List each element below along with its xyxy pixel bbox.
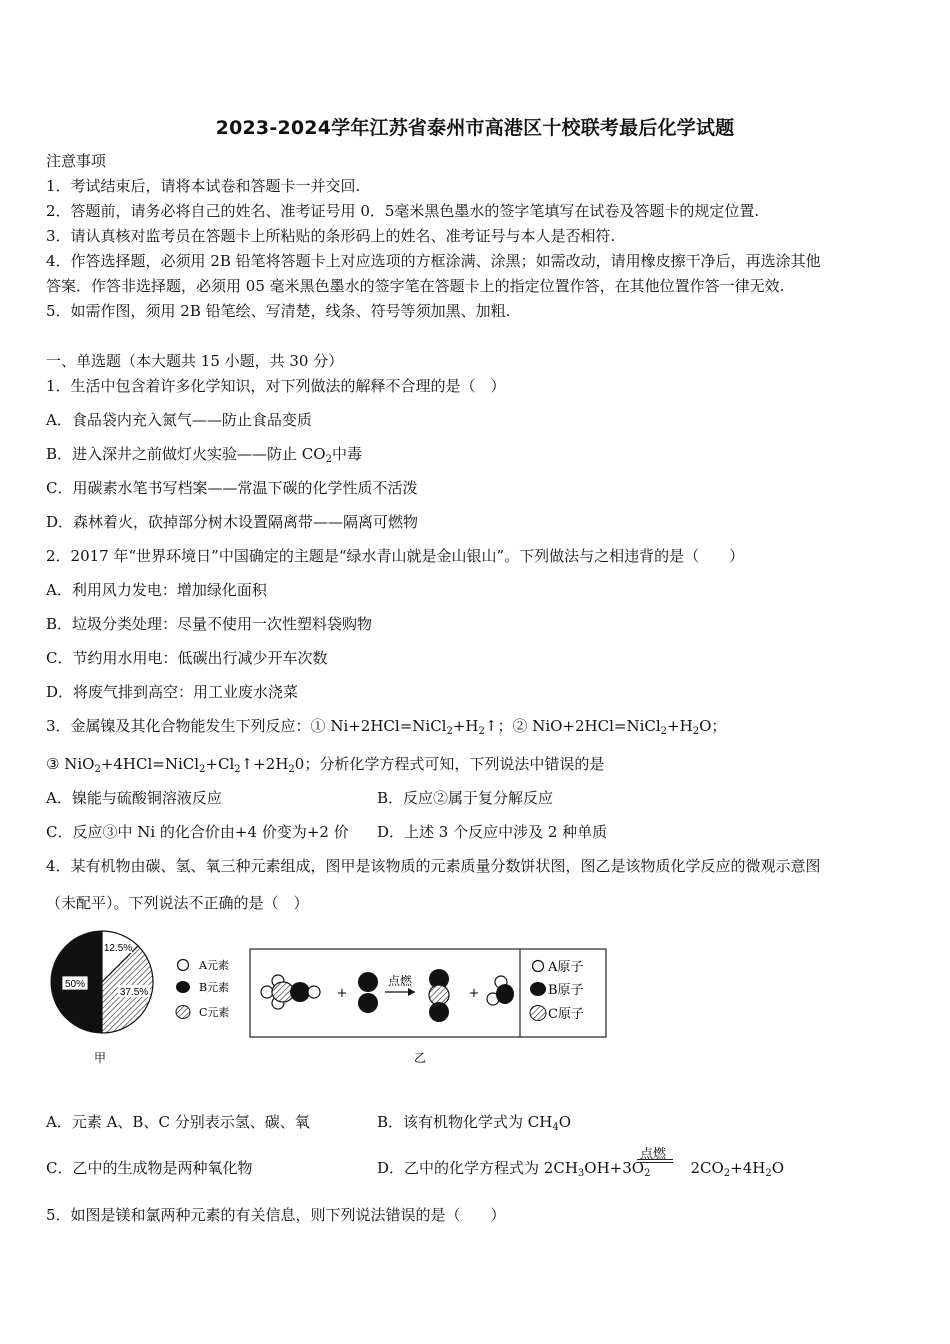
q4-option-c: C．乙中的生成物是两种氧化物 — [46, 1159, 253, 1177]
figure-caption-yi: 乙 — [413, 1051, 427, 1065]
q2-option-a: A．利用风力发电：增加绿化面积 — [46, 581, 267, 599]
q5-stem: 5．如图是镁和氯两种元素的有关信息，则下列说法错误的是（ ） — [46, 1206, 506, 1224]
equation-bar-bottom — [637, 1162, 673, 1163]
q1-option-b: B．进入深井之前做灯火实验——防止 $CO_2$中毒 — [46, 445, 362, 465]
legend-a-atom: A原子 — [548, 960, 584, 975]
pie-chart — [51, 931, 153, 1033]
equation-bar-top — [637, 1159, 673, 1160]
legend-b-atom-icon — [530, 982, 546, 996]
notice-item-4-cont: 答案．作答非选择题，必须用 05 毫米黑色墨水的签字笔在答题卡上的指定位置作答，在其他位置作答一律无效. — [46, 277, 785, 295]
q4-stem-line2: （未配平）。下列说法不正确的是（ ） — [46, 894, 309, 912]
q2-option-b: B．垃圾分类处理：尽量不使用一次性塑料袋购物 — [46, 615, 373, 633]
legend-a-element: A元素 — [199, 959, 229, 972]
exam-title: 2023-2024学年江苏省泰州市高港区十校联考最后化学试题 — [215, 117, 735, 139]
q1-option-c: C．用碳素水笔书写档案——常温下碳的化学性质不活泼 — [46, 479, 418, 497]
legend-c-atom: C原子 — [548, 1007, 584, 1022]
notice-item-4: 4．作答选择题，必须用 2B 铅笔将答题卡上对应选项的方框涂满、涂黑；如需改动，请用橡皮擦干净后，再选涂其他 — [46, 252, 821, 270]
legend-b-element: B元素 — [199, 981, 230, 994]
legend-b-atom: B原子 — [548, 983, 584, 998]
q1-option-d: D．森林着火，砍掉部分树木设置隔离带——隔离可燃物 — [46, 513, 419, 531]
legend-c-atom-icon — [530, 1006, 546, 1021]
q4-option-d: D．乙中的化学方程式为 $2CH_3OH+3O_2$ $2CO_2+4H_2O$ — [377, 1159, 785, 1179]
q1-stem: 1．生活中包含着许多化学知识，对下列做法的解释不合理的是（ ） — [46, 377, 506, 395]
figure-caption-jia: 甲 — [93, 1051, 107, 1065]
pie-label-375: 37.5% — [119, 987, 149, 998]
molecule-carbon-dioxide — [429, 969, 449, 1022]
plus-1: + — [336, 986, 348, 1001]
pie-label-125: 12.5% — [103, 943, 133, 954]
q3-option-d: D．上述 3 个反应中涉及 2 种单质 — [377, 823, 608, 841]
q4-stem-line1: 4．某有机物由碳、氢、氧三种元素组成，图甲是该物质的元素质量分数饼状图，图乙是该物质化学反应的微观示意图 — [46, 857, 821, 875]
q3-option-a: A．镍能与硫酸铜溶液反应 — [46, 789, 222, 807]
legend-c-element: C元素 — [199, 1006, 230, 1019]
reaction-condition: 点燃 — [387, 974, 413, 988]
notice-heading: 注意事项 — [46, 152, 107, 170]
q2-option-c: C．节约用水用电：低碳出行减少开车次数 — [46, 649, 328, 667]
notice-item-1: 1．考试结束后，请将本试卷和答题卡一并交回. — [46, 177, 361, 195]
q4-figure — [44, 925, 614, 1070]
q4-option-d-condition: 点燃 — [640, 1147, 667, 1162]
q2-option-d: D．将废气排到高空：用工业废水浇菜 — [46, 683, 299, 701]
legend-c-element-icon — [176, 1006, 190, 1019]
q3-option-c: C．反应③中 Ni 的化合价由+4 价变为+2 价 — [46, 823, 349, 841]
section-heading: 一、单选题（本大题共 15 小题，共 30 分） — [46, 352, 344, 370]
q3-stem-line1: 3．金属镍及其化合物能发生下列反应：① $Ni+2HCl=NiCl_2+H_2↑$；② $NiO+2HCl=NiCl_2+H_2O$； — [46, 717, 727, 737]
q1-option-a: A．食品袋内充入氮气——防止食品变质 — [46, 411, 312, 429]
molecule-oxygen — [358, 972, 378, 1013]
q3-stem-line2: ③ $NiO_2+4HCl=NiCl_2+Cl_2↑+2H_20$；分析化学方程式可知，下列说法中错误的是 — [46, 755, 605, 775]
notice-item-3: 3．请认真核对监考员在答题卡上所粘贴的条形码上的姓名、准考证号与本人是否相符. — [46, 227, 616, 245]
molecule-methanol — [261, 975, 320, 1009]
legend-a-element-icon — [178, 960, 189, 971]
q4-option-a: A．元素 A、B、C 分别表示氢、碳、氧 — [46, 1113, 310, 1131]
plus-2: + — [468, 986, 480, 1001]
q3-option-b: B．反应②属于复分解反应 — [377, 789, 554, 807]
pie-label-50: 50% — [64, 979, 86, 990]
q4-option-b: B．该有机物化学式为 $CH_4O$ — [377, 1113, 572, 1133]
legend-b-element-icon — [176, 981, 190, 993]
notice-item-2: 2．答题前，请务必将自己的姓名、准考证号用 0．5毫米黑色墨水的签字笔填写在试卷及答题卡的规定位置. — [46, 202, 760, 220]
notice-item-5: 5．如需作图，须用 2B 铅笔绘、写清楚，线条、符号等须加黑、加粗. — [46, 302, 511, 320]
legend-a-atom-icon — [533, 961, 544, 972]
q2-stem: 2．2017 年“世界环境日”中国确定的主题是“绿水青山就是金山银山”。下列做法与之相违背的是（ ） — [46, 547, 745, 565]
molecule-water — [487, 976, 514, 1005]
